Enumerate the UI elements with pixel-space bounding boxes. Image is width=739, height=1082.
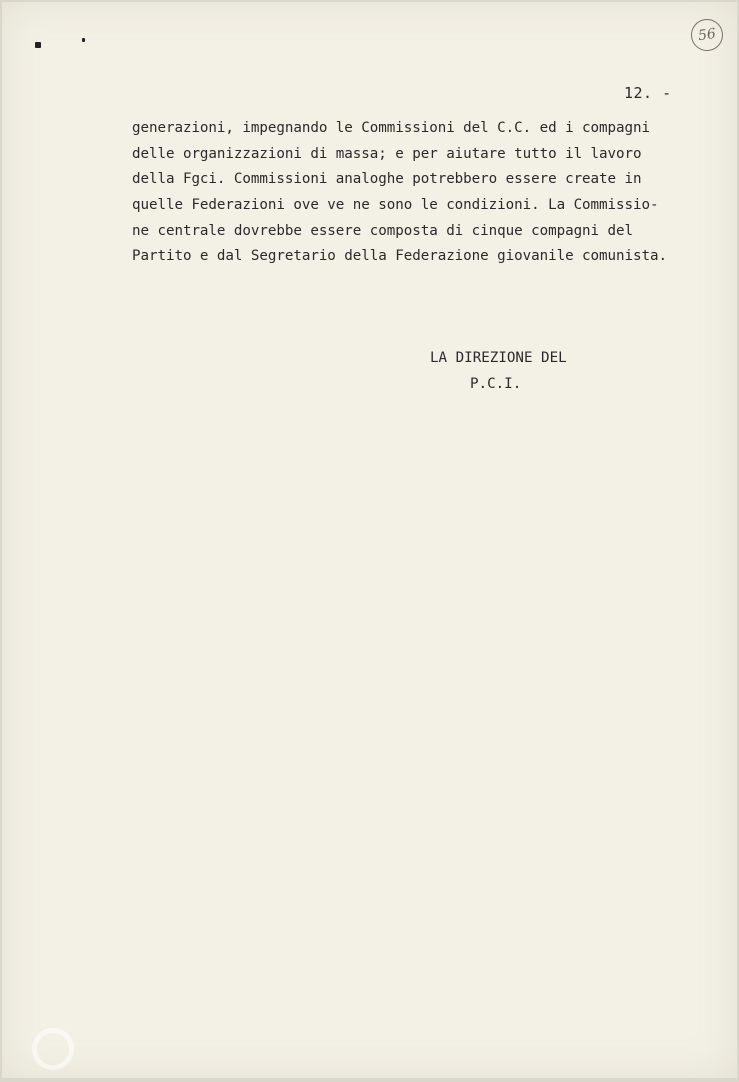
body-paragraph: [132, 116, 692, 270]
signature-line-1: LA DIREZIONE DEL: [430, 350, 567, 366]
document-page: [2, 2, 737, 1078]
archive-watermark: [32, 1028, 74, 1070]
signature-line-2: P.C.I.: [470, 376, 522, 392]
ink-mark: [35, 42, 41, 48]
page-number: 12. -: [624, 84, 672, 102]
archive-stamp: [689, 17, 725, 53]
body-line: generazioni, impegnando le Commissioni del C.C. ed i compagni: [132, 120, 650, 136]
signature-block: [430, 345, 567, 397]
archive-stamp-number: 56: [697, 25, 717, 45]
body-line: delle organizzazioni di massa; e per aiutare tutto il lavoro: [132, 145, 642, 162]
ink-mark: [82, 38, 85, 42]
body-line: quelle Federazioni ove ve ne sono le condizioni. La Commissio-: [132, 197, 659, 214]
body-line: Partito e dal Segretario della Federazione giovanile comunista.: [132, 248, 667, 265]
body-line: della Fgci. Commissioni analoghe potrebbero essere create in: [132, 171, 642, 188]
body-line: ne centrale dovrebbe essere composta di cinque compagni del: [132, 222, 634, 239]
